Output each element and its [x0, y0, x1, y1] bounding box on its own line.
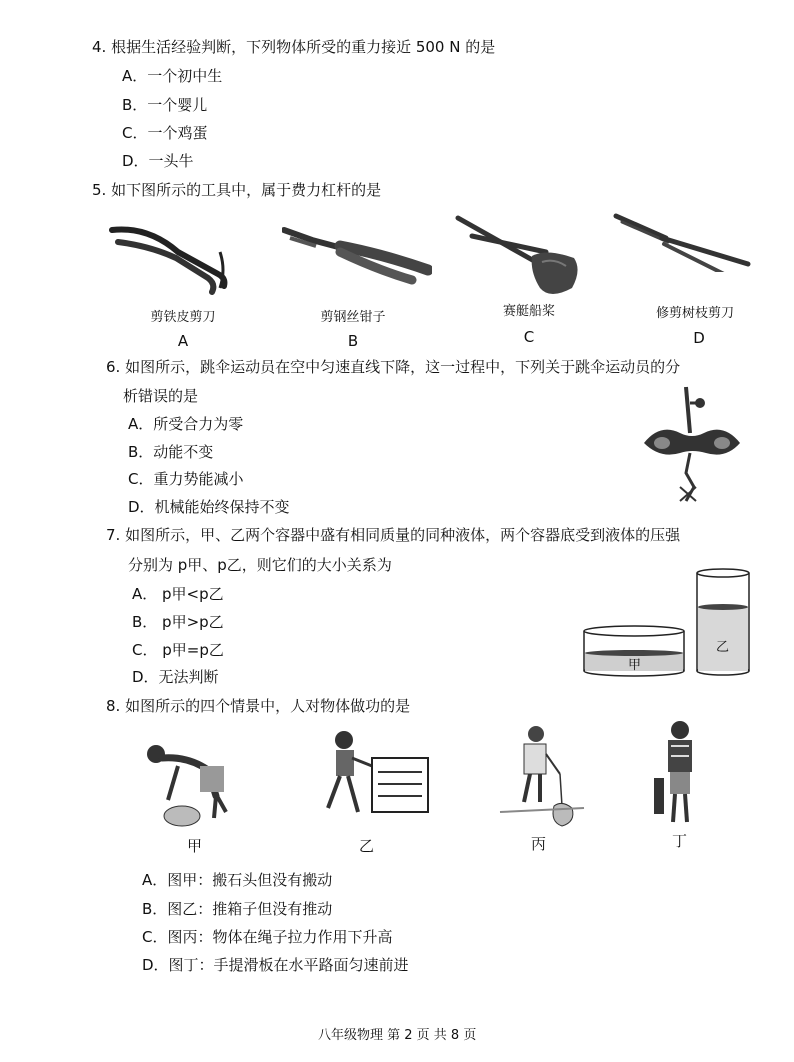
- skydiver-image: [640, 383, 745, 508]
- containers-image: [582, 565, 752, 685]
- scene-bing-image: [496, 722, 586, 830]
- wire-pliers-image: [282, 218, 432, 288]
- q8-option-c: C．图丙：物体在绳子拉力作用下升高: [142, 928, 393, 946]
- q8-stem: 8. 如图所示的四个情景中，人对物体做功的是: [106, 697, 411, 715]
- q6-option-d: D．机械能始终保持不变: [128, 498, 290, 516]
- scene-label-bing: 丙: [531, 835, 547, 853]
- tool-name-d: 修剪树枝剪刀: [655, 306, 734, 321]
- tool-name-b: 剪钢丝钳子: [320, 310, 386, 325]
- scene-ding-image: [650, 718, 710, 830]
- tool-letter-b: B: [347, 332, 359, 350]
- q7-stem-line1: 7. 如图所示，甲、乙两个容器中盛有相同质量的同种液体，两个容器底受到液体的压强: [106, 526, 681, 544]
- q6-option-c: C．重力势能减小: [128, 470, 244, 488]
- scene-label-ding: 丁: [672, 832, 688, 850]
- q7-option-b: B． p甲>p乙: [132, 613, 224, 631]
- scene-label-yi: 乙: [359, 837, 375, 855]
- q5-stem: 5. 如下图所示的工具中，属于费力杠杆的是: [92, 181, 382, 199]
- scene-yi-image: [318, 728, 433, 823]
- q4-stem: 4. 根据生活经验判断，下列物体所受的重力接近 500 N 的是: [92, 38, 496, 56]
- tool-name-c: 赛艇船桨: [502, 304, 555, 319]
- q7-stem-line2: 分别为 p甲、p乙，则它们的大小关系为: [128, 556, 392, 574]
- q8-option-d: D．图丁：手提滑板在水平路面匀速前进: [142, 956, 409, 974]
- q4-option-b: B．一个婴儿: [122, 96, 208, 114]
- rowing-oars-image: [450, 208, 590, 303]
- q7-option-a: A． p甲<p乙: [132, 585, 224, 603]
- q6-option-b: B．动能不变: [128, 443, 214, 461]
- tool-letter-c: C: [523, 328, 535, 346]
- pruning-shears-image: [612, 212, 752, 272]
- q7-option-c: C． p甲=p乙: [132, 641, 224, 659]
- q7-option-d: D．无法判断: [132, 668, 219, 686]
- q4-option-a: A．一个初中生: [122, 67, 223, 85]
- q8-option-b: B．图乙：推箱子但没有推动: [142, 900, 333, 918]
- q6-option-a: A．所受合力为零: [128, 415, 244, 433]
- tin-snips-image: [108, 212, 248, 302]
- q6-stem-line1: 6. 如图所示，跳伞运动员在空中匀速直线下降，这一过程中，下列关于跳伞运动员的分: [106, 358, 681, 376]
- tool-name-a: 剪铁皮剪刀: [150, 310, 216, 325]
- page-footer: 八年级物理 第 2 页 共 8 页: [318, 1028, 477, 1043]
- q4-option-d: D．一头牛: [122, 152, 194, 170]
- tool-letter-d: D: [693, 329, 705, 347]
- container-label-jia: 甲: [628, 658, 642, 673]
- scene-label-jia: 甲: [187, 837, 203, 855]
- q8-option-a: A．图甲：搬石头但没有搬动: [142, 871, 333, 889]
- tool-letter-a: A: [177, 332, 189, 350]
- q4-option-c: C．一个鸡蛋: [122, 124, 208, 142]
- q6-stem-line2: 析错误的是: [123, 387, 199, 405]
- container-label-yi: 乙: [716, 640, 730, 655]
- scene-jia-image: [138, 740, 238, 830]
